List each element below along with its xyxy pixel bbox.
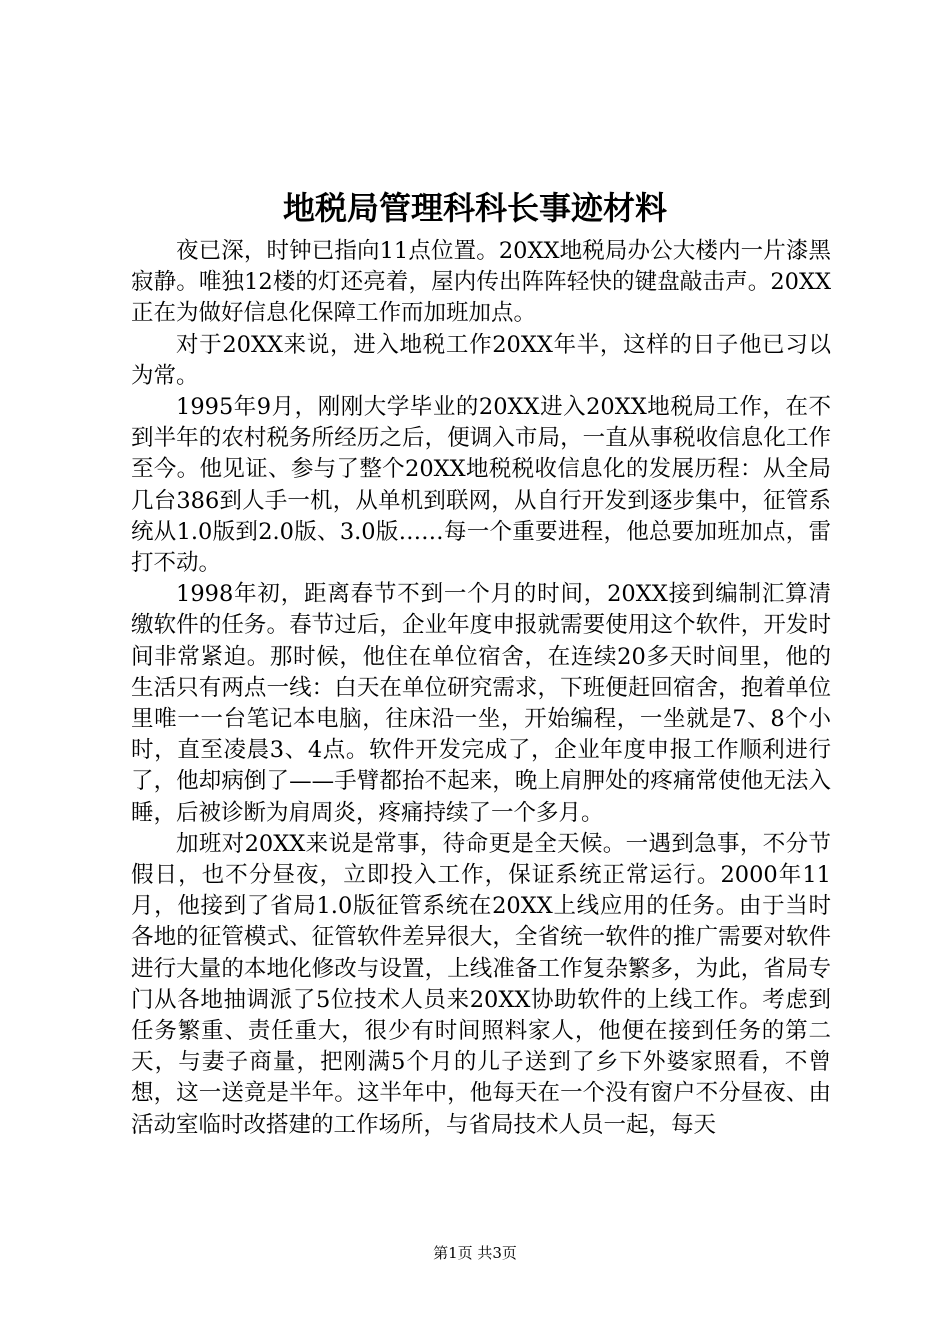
page-footer: 第1页 共3页 [433, 1244, 517, 1262]
paragraph: 夜已深，时钟已指向11点位置。20XX地税局办公大楼内一片漆黑寂静。唯独12楼的灯还亮着，屋内传出阵阵轻快的键盘敲击声。20XX正在为做好信息化保障工作而加班加点。 [131, 238, 831, 327]
document-title: 地税局管理科科长事迹材料 [282, 189, 667, 227]
paragraph: 1998年初，距离春节不到一个月的时间，20XX接到编制汇算清缴软件的任务。春节过后，企业年度申报就需要使用这个软件，开发时间非常紧迫。那时候，他住在单位宿舍，在连续20多天时间里，他的生活只有两点一线：白天在单位研究需求，下班便赶回宿舍，抱着单位里唯一一台笔记本电脑，往床沿一坐，开始编程，一坐就是7、8个小时，直至凌晨3、4点。软件开发完成了，企业年度申报工作顺利进行了，他却病倒了——手臂都抬不起来，晚上肩胛处的疼痛常使他无法入睡，后被诊断为肩周炎，疼痛持续了一个多月。 [131, 581, 831, 826]
paragraph: 加班对20XX来说是常事，待命更是全天候。一遇到急事，不分节假日，也不分昼夜，立即投入工作，保证系统正常运行。2000年11月，他接到了省局1.0版征管系统在20XX上线应用的任务。由于当时各地的征管模式、征管软件差异很大，全省统一软件的推广需要对软件进行大量的本地化修改与设置，上线准备工作复杂繁多，为此，省局专门从各地抽调派了5位技术人员来20XX协助软件的上线工作。考虑到任务繁重、责任重大，很少有时间照料家人，他便在接到任务的第二天，与妻子商量，把刚满5个月的儿子送到了乡下外婆家照看，不曾想，这一送竟是半年。这半年中，他每天在一个没有窗户不分昼夜、由活动室临时改搭建的工作场所，与省局技术人员一起，每天 [131, 830, 831, 1138]
document-body [131, 236, 831, 1141]
paragraph: 对于20XX来说，进入地税工作20XX年半，这样的日子他已习以为常。 [131, 331, 831, 389]
paragraph: 1995年9月，刚刚大学毕业的20XX进入20XX地税局工作，在不到半年的农村税务所经历之后，便调入市局，一直从事税收信息化工作至今。他见证、参与了整个20XX地税税收信息化的发展历程：从全局几台386到人手一机，从单机到联网，从自行开发到逐步集中，征管系统从1.0版到2.0版、3.0版……每一个重要进程，他总要加班加点，雷打不动。 [131, 394, 831, 577]
